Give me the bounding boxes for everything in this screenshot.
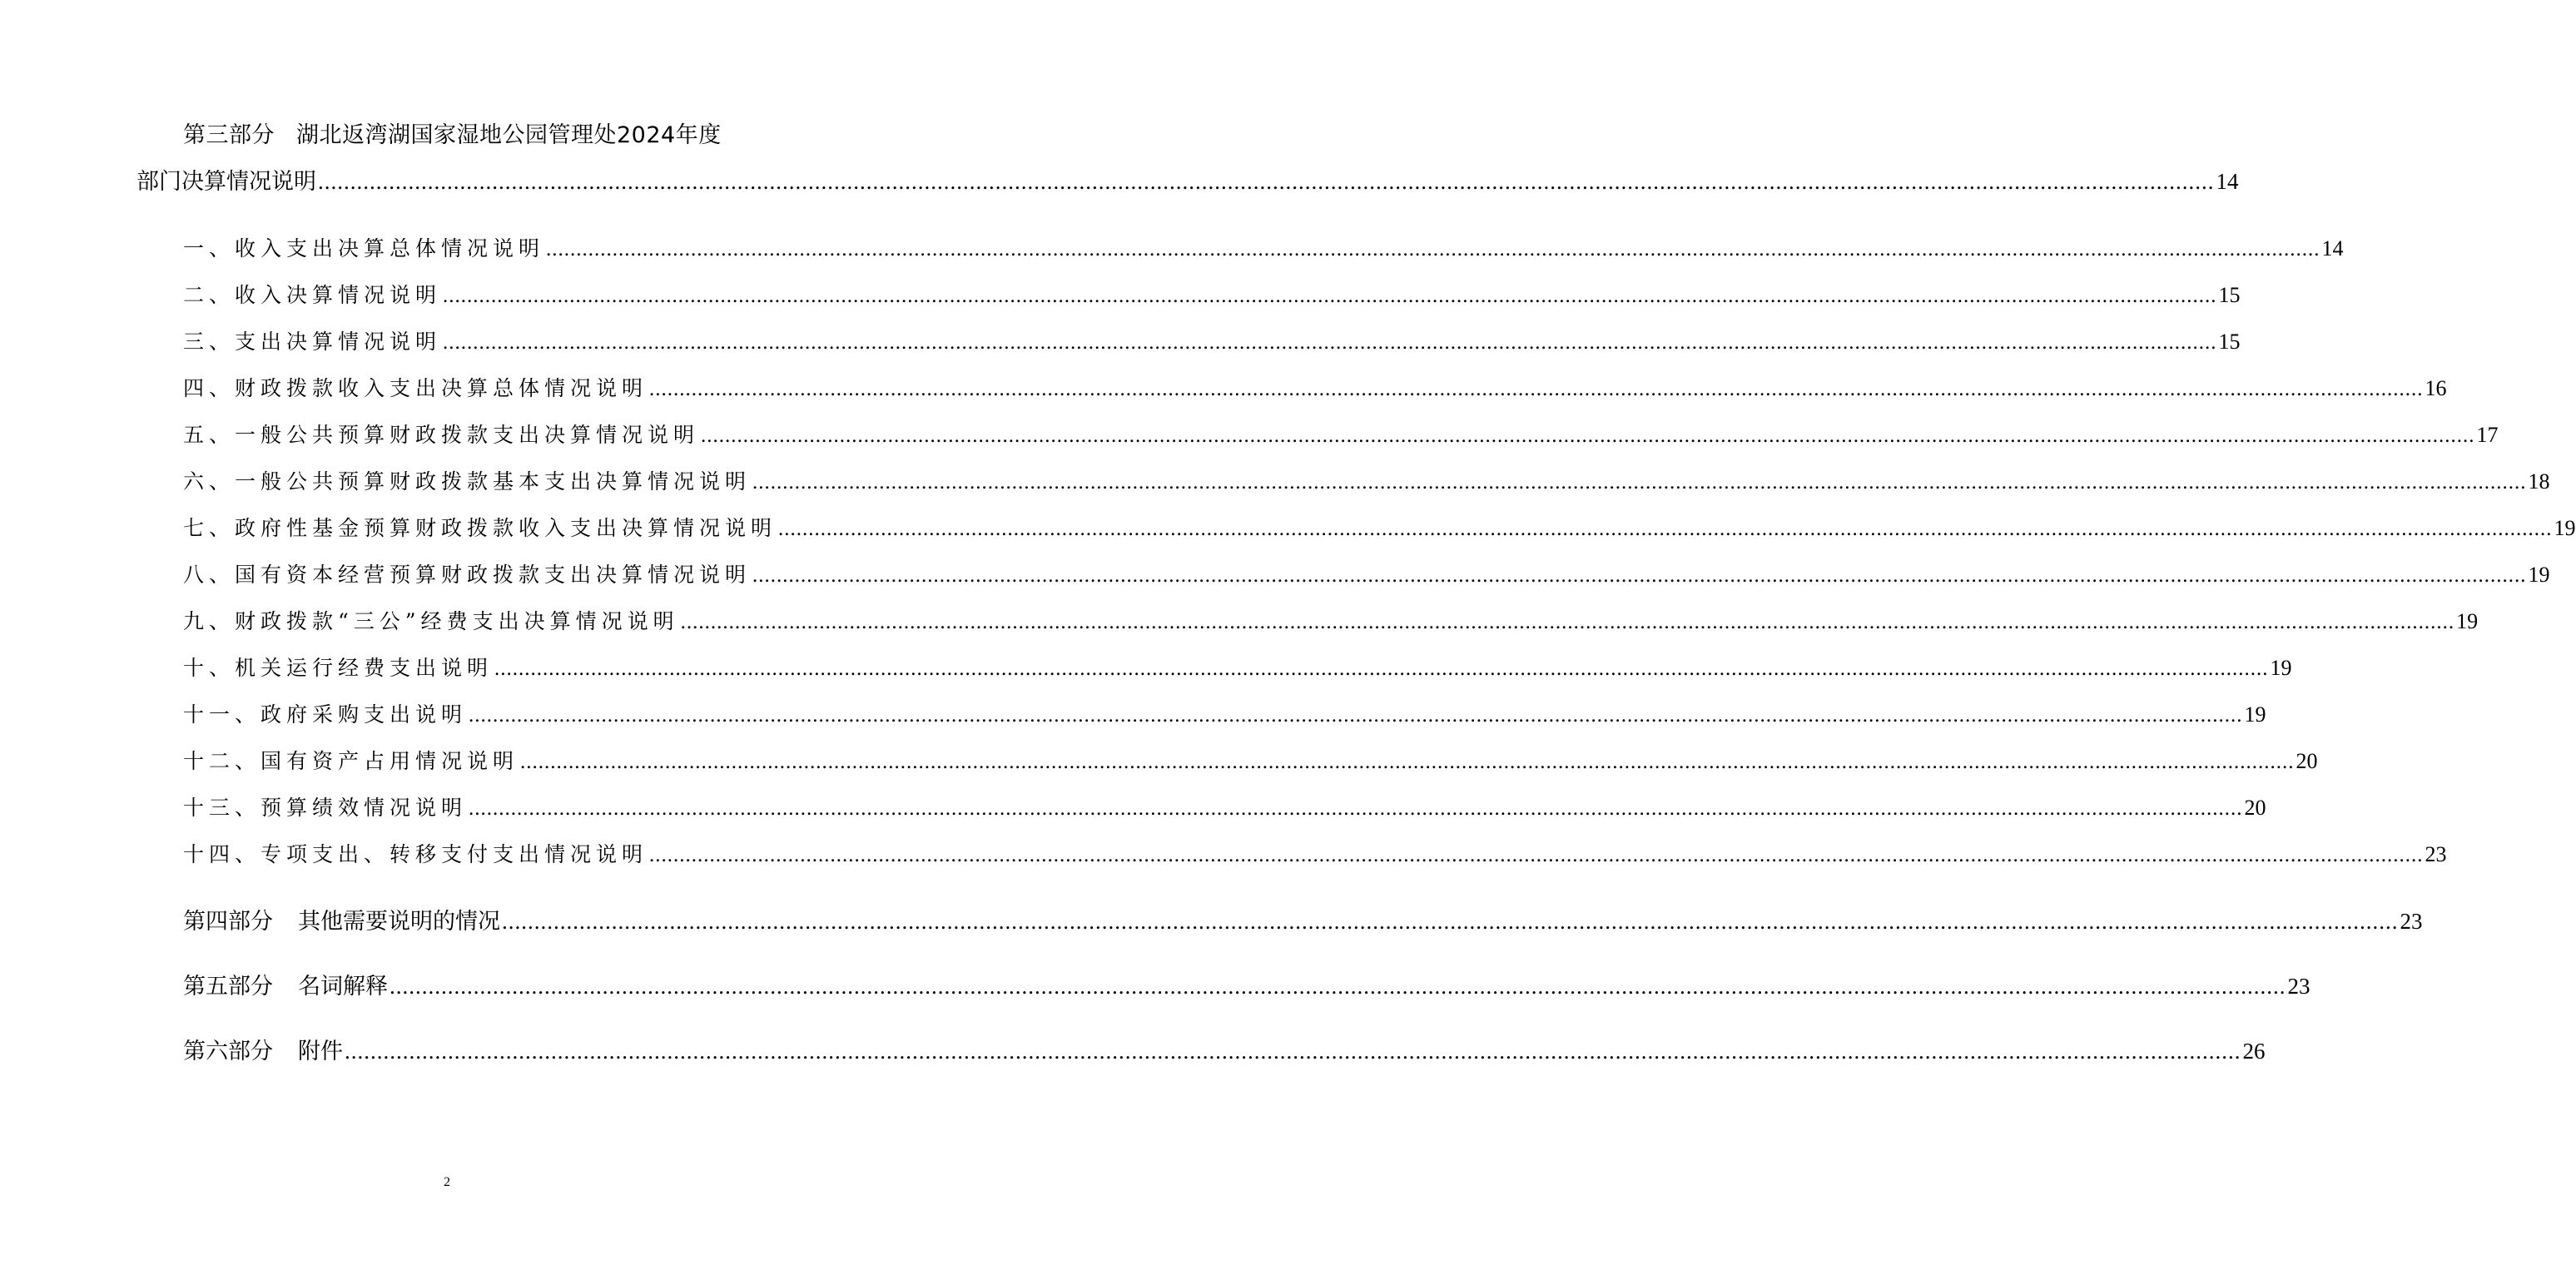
toc-entry-sub-14[interactable] (183, 838, 2447, 868)
part3-heading-line1 (183, 117, 722, 149)
toc-page-number: 23 (2425, 842, 2447, 866)
toc-entry-part4[interactable] (183, 903, 2423, 935)
toc-page-number: 16 (2425, 376, 2447, 400)
toc-entry-sub-1[interactable] (183, 232, 2344, 262)
toc-entry-title: 十四、专项支出、转移支付支出情况说明 (183, 842, 648, 866)
toc-entry-title: 四、财政拨款收入支出决算总体情况说明 (183, 376, 648, 400)
dot-leader (751, 471, 2529, 494)
dot-leader (699, 424, 2477, 448)
toc-entry-title: 十二、国有资产占用情况说明 (183, 749, 519, 773)
toc-entry-title: 一、收入支出决算总体情况说明 (183, 236, 545, 260)
toc-page-number: 15 (2218, 283, 2241, 307)
part-label: 第四部分 (183, 909, 273, 935)
toc-entry-sub-11[interactable] (183, 698, 2266, 728)
toc-entry-sub-2[interactable] (183, 279, 2241, 309)
toc-page-number: 20 (2296, 749, 2318, 773)
toc-entry-sub-7[interactable] (183, 512, 2576, 542)
toc-entry-part6[interactable] (183, 1033, 2266, 1065)
part-title: 其他需要说明的情况 (298, 909, 500, 935)
toc-page-number: 23 (2400, 909, 2423, 934)
dot-leader (316, 169, 2216, 195)
toc-entry-sub-13[interactable] (183, 791, 2266, 821)
toc-entry-part5[interactable] (183, 968, 2310, 1000)
part3-label: 第三部分 (183, 122, 275, 148)
toc-page-number: 19 (2270, 656, 2292, 680)
toc-entry-title: 十三、预算绩效情况说明 (183, 796, 468, 820)
toc-page-number: 19 (2244, 702, 2266, 727)
toc-entry-title: 七、政府性基金预算财政拨款收入支出决算情况说明 (183, 516, 777, 540)
toc-entry-title: 六、一般公共预算财政拨款基本支出决算情况说明 (183, 469, 752, 494)
toc-page-number: 20 (2244, 796, 2266, 820)
dot-leader (544, 238, 2322, 261)
toc-entry-sub-12[interactable] (183, 745, 2318, 775)
part3-title-line1: 湖北返湾湖国家湿地公园管理处2024年度 (296, 122, 722, 148)
toc-entry-part3[interactable] (136, 163, 2239, 196)
dot-leader (679, 611, 2457, 634)
toc-entry-title: 九、财政拨款“三公”经费支出决算情况说明 (183, 609, 679, 633)
toc-page-number: 15 (2218, 330, 2241, 354)
toc-page-number: 23 (2287, 974, 2310, 999)
toc-entry-sub-8[interactable] (183, 558, 2550, 588)
toc-page-number: 19 (2554, 516, 2576, 540)
toc-entry-sub-10[interactable] (183, 652, 2292, 682)
toc-entry-sub-3[interactable] (183, 325, 2241, 355)
dot-leader (343, 1039, 2243, 1064)
toc-entry-title (183, 968, 388, 1000)
dot-leader (751, 564, 2529, 588)
toc-page-number: 19 (2528, 563, 2550, 587)
toc-entry-title: 三、支出决算情况说明 (183, 330, 442, 354)
toc-entry-sub-4[interactable] (183, 372, 2447, 402)
dot-leader (441, 331, 2219, 355)
dot-leader (467, 704, 2245, 727)
dot-leader (500, 909, 2400, 935)
toc-entry-title: 八、国有资本经营预算财政拨款支出决算情况说明 (183, 563, 752, 587)
toc-entry-title: 十、机关运行经费支出说明 (183, 656, 494, 680)
dot-leader (648, 378, 2425, 401)
toc-entry-sub-5[interactable] (183, 419, 2499, 449)
dot-leader (441, 285, 2219, 308)
part-title: 附件 (298, 1039, 343, 1064)
dot-leader (648, 844, 2425, 867)
toc-entry-sub-9[interactable] (183, 605, 2479, 635)
toc-page-number: 14 (2216, 169, 2239, 194)
toc-page-number: 26 (2242, 1039, 2266, 1064)
dot-leader (777, 518, 2554, 541)
toc-page-number: 14 (2321, 236, 2344, 260)
toc-entry-title: 十一、政府采购支出说明 (183, 702, 468, 727)
toc-entry-title (183, 1033, 343, 1065)
toc-entry-title: 二、收入决算情况说明 (183, 283, 442, 307)
part-label: 第五部分 (183, 974, 273, 1000)
toc-entry-title (183, 903, 500, 935)
toc-page-number: 18 (2528, 469, 2550, 494)
part-label: 第六部分 (183, 1039, 273, 1064)
toc-page-number: 17 (2476, 423, 2499, 447)
toc-entry-sub-6[interactable] (183, 465, 2550, 495)
dot-leader (388, 974, 2288, 1000)
dot-leader (519, 751, 2296, 774)
toc-page-number: 19 (2456, 609, 2479, 633)
part3-title-line2: 部门决算情况说明 (136, 169, 316, 195)
dot-leader (467, 797, 2245, 821)
dot-leader (493, 657, 2271, 681)
toc-entry-title: 五、一般公共预算财政拨款支出决算情况说明 (183, 423, 700, 447)
footer-page-number: 2 (444, 1175, 450, 1189)
part-title: 名词解释 (298, 974, 388, 1000)
